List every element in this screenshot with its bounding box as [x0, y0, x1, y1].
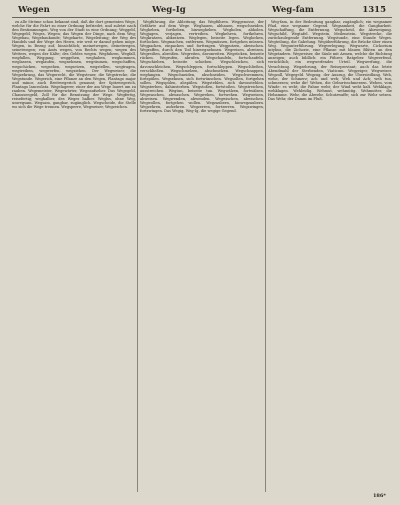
text-column-1 [12, 20, 136, 492]
signature-mark: 186* [372, 493, 386, 499]
column-1-text: zu alle Ströme schon bekannt sind, daß die dort gemeinten Wege, welche für die Fahrt zu einer Ordnung befriedet, und zuletzt nach den Bestimmungen. Weg von der Stadt in eine Ordnung; Weggeld, Wegegeld, Weges, Wegen; das Wegen der Dinge, nach dem Weg; Wegebau, Wegebaukunde; Wegekarte, Wegeleitung; der Weg des Handels und der Wege des Herrn, wie weit er darauf gehen möge. Wegen, in Bezug auf, hinsichtlich; meinetwegen, deinetwegen, seinetwegen; von Amts wegen, von Rechts wegen; wegen des Wetters, wegen der Kälte; des Geldes wegen. Wegfahren, Wegfall, wegfallen, Weggang, weggehen, weghaben, wegkommen, weglassen, weglaufen, wegnehmen, wegräumen, wegschaffen, wegschicken, wegsehen, wegsetzen, wegstellen, wegtragen, wegtreiben, wegwerfen, wegziehen. Der Wegweiser, die Wegzehrung, das Wegerecht, die Wegsteuer, die Wegstrecke, die Wegstunde. Wegerich, eine Pflanze an den Wegen, Plantago major und minor, auch Breitwegerich genannt; der Spitzwegerich, Plantago lanceolata. Wegelagerer, einer der am Wege lauert um zu rauben. Wegemeister, Wegewärter, Wegeaufseher. Das Wegegeld, Chausseegeld, Zoll für die Benutzung der Wege. Wegfertig, reisefertig; weghalber, des Weges halber. Weglos, ohne Weg, unwegsam. Wegsam, gangbar, zugänglich. Wegscheide, die Stelle wo sich die Wege trennen. Wegsperre, Wegweiser, Wegzeichen. [12, 20, 136, 109]
column-3-text: Weg-fam, in der Bedeutung gangbar, zugänglich; ein wegsamer Pfad, eine wegsame Gegend. Wegsamkeit, die Gangbarkeit. Wegschaffung, die Entfernung. Wegscheid, die Abzweigung. Wegschild, Wegtafel. Wegstein, Meilenstein. Wegstrecke, die zurückzulegende Entfernung. Wegstunde, eine Stunde Weges. Wegteilung, die Gabelung. Wegüberführung, die Brücke über einen Weg. Wegunterführung. Wegverlegung. Wegwarte, Cichorium intybus, die Zichorie, eine Pflanze mit blauen Blüten an den Wegrändern. Wegweiser, die Säule mit Armen, welche die Richtung anzeigen; auch bildlich: ein Führer, Ratgeber. Wegwerfend, verächtlich; ein wegwerfendes Urteil. Wegwerfung, die Verachtung. Wegzehrung, der Reiseproviant; auch das letzte Abendmahl der Sterbenden, Viaticum. Wegzeiger, Wegweiser. Wegzoll, Wegegeld. Wegzug, der Auszug, die Übersiedlung. Weh, wehe, der Schmerz; ach und weh; Weh und Ach; weh tun, schmerzen; wehe dir! Wehen, die Geburtsschmerzen. Wehen, vom Winde: es weht; die Fahne weht; der Wind weht kalt. Wehklage, wehklagen. Wehleidig. Wehmut, wehmütig. Wehmutter, die Hebamme. Wehr, die Abwehr, Schutzwaffe; sich zur Wehr setzen. Das Wehr, der Damm im Fluß. [268, 20, 392, 101]
header-rule [12, 17, 392, 18]
column-divider [265, 20, 266, 492]
column-2-text: Wegführung, die Ableitung; das Wegführen. Weggenosse, der Gefährte auf dem Wege. Weghauen, abhauen, wegschneiden. Wegheben, fortheben, hinwegheben. Wegholen, abholen. Wegjagen, verjagen, vertreiben. Wegkehren, fortkehren. Wegkratzen, abkratzen. Weglegen, beiseite legen. Weglocken, fortlocken. Wegmachen, entfernen. Wegmüssen, fortgehen müssen. Wegpacken, einpacken und forttragen. Wegputzen, abwischen. Wegraffen, durch den Tod hinwegnehmen. Wegreisen, abreisen. Wegreißen, abreißen. Wegreiten, davonreiten. Wegrücken, beiseite rücken. Wegrufen, abrufen. Wegschaufeln, fortschaufeln. Wegschieben, beiseite schieben. Wegschleichen, sich davonschleichen. Wegschleppen, fortschleppen. Wegschließen, verschließen. Wegschmelzen, abschmelzen. Wegschnappen, wegfangen. Wegschneiden, abschneiden. Wegschwemmen, fortspülen. Wegsehnen, sich fortwünschen. Wegsollen, fortgehen sollen. Wegspülen, abspülen. Wegstehlen, sich davonstehlen. Wegsterben, dahinsterben. Wegstoßen, fortstoßen. Wegstreichen, ausstreichen. Wegtun, beiseite tun. Wegwälzen, fortwälzen. Wegwaschen, abwaschen. Wegwehen, fortwehen. Wegweisen, abweisen. Wegwenden, abwenden. Wegwischen, abwischen. Wegwollen, fortgehen wollen. Wegzaubern, hinwegzaubern. Wegzehren, aufzehren. Wegzerren, fortzerren. Wegzwingen, fortzwingen. Das Wegig, Weg-Ig, die wegige Gegend. [140, 20, 264, 114]
page-number: 1315 [362, 5, 386, 15]
running-header [10, 5, 390, 17]
column-divider [137, 20, 138, 492]
header-center-word-2: Weg-fam [272, 5, 314, 15]
text-column-3 [268, 20, 392, 492]
text-column-2 [140, 20, 264, 492]
header-left-word: Wegen [18, 5, 50, 15]
header-center-word-1: Weg-Ig [152, 5, 186, 15]
